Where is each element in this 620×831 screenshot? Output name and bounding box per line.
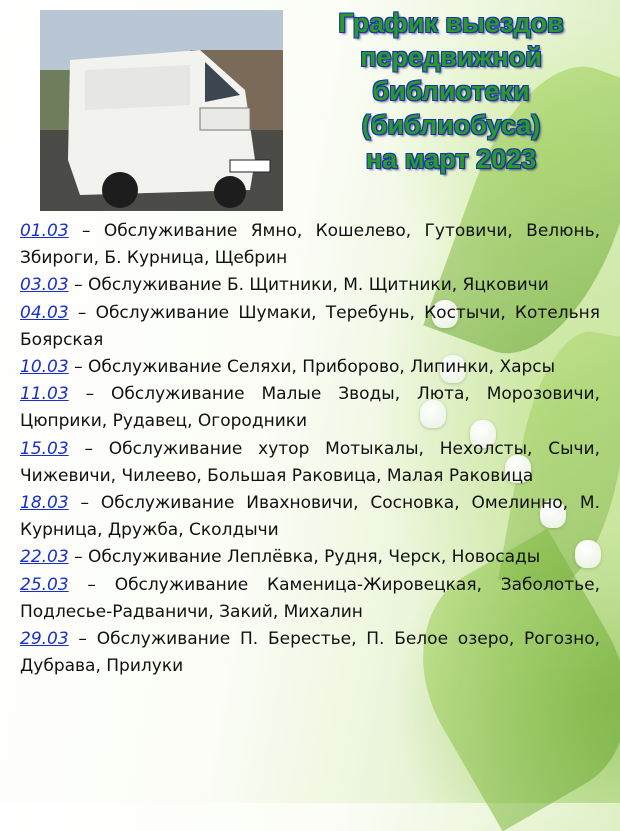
schedule-text: – Обслуживание П. Берестье, П. Белое озеро, Рогозно, Дубрава, Прилуки [20, 629, 600, 677]
title-line: График выездов [338, 8, 564, 38]
schedule-date: 18.03 [20, 493, 69, 514]
schedule-text: – Обслуживание Селяхи, Приборово, Липинки, Харсы [68, 357, 556, 378]
schedule-text: – Обслуживание Каменица-Жировецкая, Заболотье, Подлесье-Радваничи, Закий, Михалин [20, 574, 600, 622]
schedule-text: – Обслуживание Малые Зводы, Люта, Морозовичи, Цюприки, Рудавец, Огородники [20, 384, 600, 432]
schedule-text: – Обслуживание Шумаки, Теребунь, Костычи, Котельня Боярская [20, 302, 600, 350]
title-line: (библиобуса) [361, 110, 541, 140]
schedule-date: 15.03 [20, 438, 69, 459]
schedule-entry [20, 272, 600, 299]
title-line: библиотеки [372, 76, 530, 106]
schedule-date: 10.03 [20, 357, 69, 378]
schedule-date: 03.03 [20, 275, 69, 296]
page-title [294, 6, 608, 176]
schedule-entry [20, 544, 600, 571]
schedule-entry [20, 572, 600, 626]
schedule-date: 25.03 [20, 574, 69, 595]
schedule-entry [20, 300, 600, 354]
schedule-entry [20, 354, 600, 381]
schedule-date: 29.03 [20, 629, 69, 650]
schedule-text: – Обслуживание Ямно, Кошелево, Гутовичи, Велюнь, Збироги, Б. Курница, Щебрин [20, 221, 600, 269]
schedule-text: – Обслуживание хутор Мотыкалы, Нехолсты, Сычи, Чижевичи, Чилеево, Большая Раковица, Малая Раковица [20, 438, 600, 486]
schedule-entry [20, 218, 600, 272]
schedule-date: 01.03 [20, 221, 69, 241]
schedule-date: 22.03 [20, 547, 69, 568]
schedule-text: – Обслуживание Леплёвка, Рудня, Черск, Новосады [68, 547, 541, 568]
schedule-date: 11.03 [20, 384, 69, 405]
schedule-entry [20, 626, 600, 680]
schedule-entry [20, 490, 600, 544]
schedule-list [20, 218, 600, 680]
bookmobile-photo [40, 10, 283, 211]
schedule-date: 04.03 [20, 302, 69, 323]
title-line: передвижной [360, 42, 542, 72]
schedule-text: – Обслуживание Б. Щитники, М. Щитники, Яцковичи [68, 275, 549, 296]
schedule-entry [20, 381, 600, 435]
schedule-entry [20, 436, 600, 490]
schedule-text: – Обслуживание Ивахновичи, Сосновка, Омелинно, М. Курница, Дружба, Сколдычи [20, 493, 600, 541]
title-line: на март 2023 [365, 144, 537, 174]
